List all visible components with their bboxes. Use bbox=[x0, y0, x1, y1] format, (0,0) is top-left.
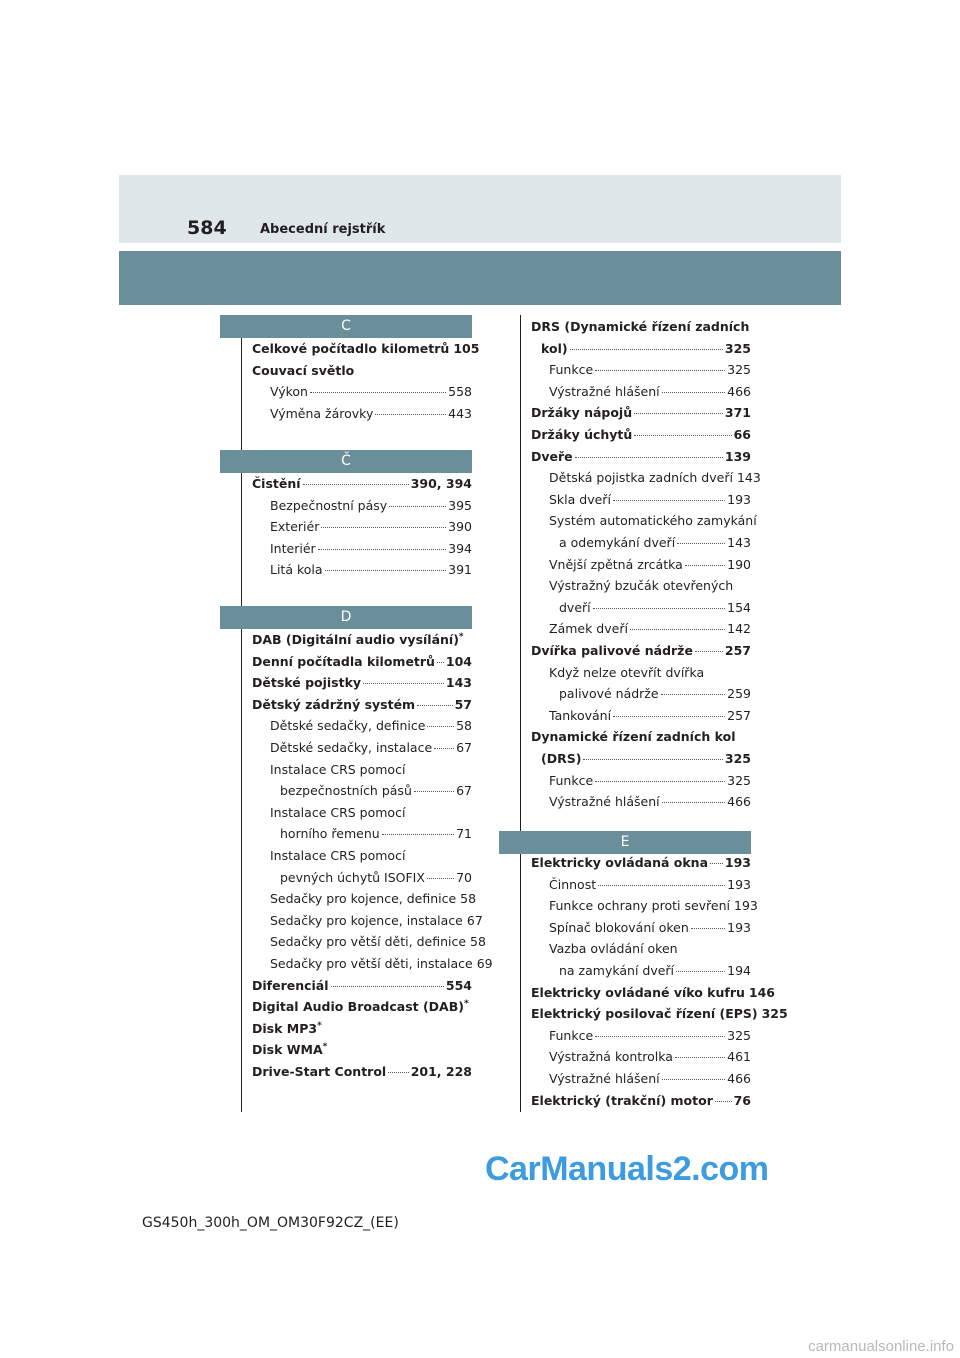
entry-label: Dětské sedačky, definice bbox=[270, 718, 426, 734]
entry-page-ref: 371 bbox=[724, 405, 751, 421]
entry-label: DAB (Digitální audio vysílání)* bbox=[252, 632, 464, 648]
index-entry bbox=[549, 362, 751, 377]
index-entry bbox=[252, 654, 472, 669]
leader-dots bbox=[634, 435, 731, 436]
entry-label: Výstražné hlášení bbox=[549, 383, 660, 399]
index-entry bbox=[549, 920, 751, 935]
index-entry bbox=[541, 751, 751, 766]
leader-dots bbox=[570, 349, 723, 350]
entry-page-ref: 325 bbox=[727, 362, 751, 378]
index-entry bbox=[270, 498, 472, 513]
leader-dots bbox=[437, 662, 444, 663]
entry-label: a odemykání dveří bbox=[559, 535, 676, 550]
index-entry bbox=[252, 978, 472, 993]
index-entry bbox=[549, 513, 757, 529]
leader-dots bbox=[427, 726, 454, 727]
entry-label: Sedačky pro kojence, instalace bbox=[270, 912, 463, 928]
index-entry bbox=[549, 1071, 751, 1086]
index-entry bbox=[549, 877, 751, 892]
watermark-brand: CarManuals2.com bbox=[485, 1150, 769, 1188]
section-letter-header: C bbox=[220, 315, 472, 338]
header-band bbox=[119, 251, 841, 305]
index-entry bbox=[549, 794, 751, 809]
index-entry bbox=[252, 632, 472, 647]
footnote-star: * bbox=[322, 1042, 328, 1053]
entry-label: Výkon bbox=[270, 384, 308, 400]
section-letter-header: D bbox=[220, 606, 472, 629]
leader-dots bbox=[630, 629, 725, 630]
entry-page-ref: 104 bbox=[445, 653, 472, 669]
entry-label: Interiér bbox=[270, 540, 316, 556]
index-entry bbox=[270, 384, 472, 399]
leader-dots bbox=[691, 928, 725, 929]
entry-page-ref: 325 bbox=[761, 1006, 788, 1022]
entry-label: Instalace CRS pomocí bbox=[270, 761, 406, 777]
entry-page-ref: 193 bbox=[727, 919, 751, 935]
entry-label: Litá kola bbox=[270, 562, 323, 578]
leader-dots bbox=[715, 1101, 732, 1102]
leader-dots bbox=[595, 781, 725, 782]
entry-label: Drive-Start Control bbox=[252, 1064, 387, 1079]
entry-page-ref: 325 bbox=[727, 772, 751, 788]
leader-dots bbox=[389, 506, 446, 507]
entry-label: Výměna žárovky bbox=[270, 405, 374, 421]
leader-dots bbox=[583, 759, 722, 760]
entry-label: Dveře bbox=[531, 448, 573, 464]
section-letter-header: Č bbox=[220, 450, 472, 473]
entry-label: Dvířka palivové nádrže bbox=[531, 643, 693, 658]
header-top-bar bbox=[119, 175, 841, 243]
leader-dots bbox=[417, 705, 453, 706]
index-entry bbox=[531, 855, 751, 870]
entry-page-ref: 443 bbox=[448, 405, 472, 421]
entry-page-ref: 193 bbox=[727, 491, 751, 507]
section-letter-header: E bbox=[499, 831, 751, 854]
index-entry bbox=[280, 826, 472, 841]
entry-label: Funkce bbox=[549, 772, 594, 788]
leader-dots bbox=[331, 986, 444, 987]
index-entry bbox=[549, 898, 758, 914]
entry-page-ref: 466 bbox=[727, 383, 751, 399]
index-entry bbox=[252, 1021, 472, 1036]
index-entry bbox=[549, 773, 751, 788]
entry-page-ref: 71 bbox=[456, 826, 472, 842]
index-entry bbox=[270, 805, 472, 820]
entry-page-ref: 67 bbox=[466, 912, 483, 928]
index-entry bbox=[270, 718, 472, 733]
entry-page-ref: 390, 394 bbox=[410, 476, 472, 491]
leader-dots bbox=[634, 413, 723, 414]
index-entry bbox=[270, 956, 493, 971]
index-entry bbox=[270, 519, 472, 534]
index-entry bbox=[549, 665, 751, 680]
watermark-site: carmanualsonline.info bbox=[808, 1338, 954, 1355]
entry-page-ref: 146 bbox=[748, 984, 775, 1000]
entry-label: Elektricky ovládaná okna bbox=[531, 855, 709, 870]
entry-label: Činnost bbox=[549, 876, 597, 892]
entry-page-ref: 58 bbox=[470, 934, 486, 950]
page-title: Abecední rejstřík bbox=[260, 222, 386, 237]
leader-dots bbox=[677, 543, 725, 544]
entry-page-ref: 139 bbox=[724, 448, 751, 464]
index-entry bbox=[531, 405, 751, 420]
leader-dots bbox=[363, 683, 444, 684]
entry-label: Držáky úchytů bbox=[531, 427, 633, 442]
index-entry bbox=[549, 470, 761, 486]
index-entry bbox=[252, 363, 472, 378]
index-entry bbox=[252, 999, 472, 1014]
leader-dots bbox=[593, 608, 726, 609]
entry-page-ref: 105 bbox=[453, 341, 480, 356]
leader-dots bbox=[382, 834, 454, 835]
entry-page-ref: 325 bbox=[727, 1027, 751, 1043]
entry-page-ref: 257 bbox=[727, 707, 751, 723]
leader-dots bbox=[613, 716, 725, 717]
leader-dots bbox=[575, 457, 723, 458]
entry-label: dveří bbox=[559, 599, 591, 615]
index-entry bbox=[531, 984, 775, 1000]
entry-page-ref: 142 bbox=[727, 621, 751, 637]
leader-dots bbox=[662, 1079, 726, 1080]
index-entry bbox=[559, 535, 751, 550]
index-entry bbox=[549, 384, 751, 399]
entry-label: Digital Audio Broadcast (DAB)* bbox=[252, 999, 469, 1015]
leader-dots bbox=[321, 527, 446, 528]
entry-label: (DRS) bbox=[541, 751, 582, 766]
entry-label: horního řemenu bbox=[280, 826, 380, 842]
index-entry bbox=[252, 697, 472, 712]
entry-page-ref: 325 bbox=[724, 340, 751, 356]
index-entry bbox=[252, 476, 472, 491]
index-entry bbox=[531, 427, 751, 442]
entry-label: Sedačky pro větší děti, instalace bbox=[270, 956, 473, 971]
leader-dots bbox=[414, 791, 454, 792]
entry-page-ref: 67 bbox=[456, 740, 472, 755]
index-entry bbox=[549, 621, 751, 636]
entry-label: Dynamické řízení zadních kol bbox=[531, 729, 736, 745]
entry-page-ref: 76 bbox=[733, 1092, 751, 1108]
leader-dots bbox=[710, 863, 723, 864]
leader-dots bbox=[310, 392, 446, 393]
index-entry bbox=[252, 341, 480, 356]
entry-label: Denní počítadla kilometrů bbox=[252, 653, 435, 669]
index-entry bbox=[559, 963, 751, 978]
entry-page-ref: 466 bbox=[727, 794, 751, 810]
leader-dots bbox=[695, 651, 723, 652]
footnote-star: * bbox=[463, 999, 469, 1010]
entry-label: Sedačky pro kojence, definice bbox=[270, 891, 457, 907]
leader-dots bbox=[375, 414, 446, 415]
entry-page-ref: 394 bbox=[448, 540, 472, 556]
index-entry bbox=[531, 643, 751, 658]
entry-label: Tankování bbox=[549, 707, 612, 723]
index-entry bbox=[531, 1006, 788, 1022]
leader-dots bbox=[325, 570, 447, 571]
entry-label: Když nelze otevřít dvířka bbox=[549, 664, 705, 680]
entry-label: pevných úchytů ISOFIX bbox=[280, 869, 425, 885]
entry-label: Vnější zpětná zrcátka bbox=[549, 556, 683, 572]
entry-label: Sedačky pro větší děti, definice bbox=[270, 934, 467, 950]
leader-dots bbox=[595, 370, 725, 371]
entry-page-ref: 57 bbox=[454, 696, 472, 712]
index-entry bbox=[531, 319, 751, 334]
entry-label: Skla dveří bbox=[549, 491, 611, 507]
leader-dots bbox=[598, 885, 725, 886]
index-entry bbox=[549, 578, 751, 593]
entry-page-ref: 67 bbox=[456, 783, 472, 799]
index-entry bbox=[270, 934, 486, 950]
leader-dots bbox=[434, 748, 454, 749]
entry-label: Disk WMA* bbox=[252, 1042, 328, 1058]
index-entry bbox=[531, 729, 751, 744]
index-entry bbox=[270, 762, 472, 777]
entry-page-ref: 66 bbox=[733, 427, 751, 442]
entry-page-ref: 143 bbox=[736, 470, 761, 486]
index-entry bbox=[270, 541, 472, 556]
index-entry bbox=[270, 562, 472, 577]
index-entry bbox=[270, 406, 472, 421]
entry-label: Čistění bbox=[252, 476, 301, 491]
leader-dots bbox=[318, 549, 446, 550]
entry-label: Výstražné hlášení bbox=[549, 1071, 660, 1086]
footer-code: GS450h_300h_OM_OM30F92CZ_(EE) bbox=[142, 1215, 399, 1231]
entry-label: Dětské sedačky, instalace bbox=[270, 740, 433, 755]
index-entry bbox=[270, 912, 483, 928]
index-entry bbox=[531, 449, 751, 464]
index-entry bbox=[252, 1042, 472, 1057]
entry-label: Výstražný bzučák otevřených bbox=[549, 578, 734, 594]
entry-label: DRS (Dynamické řízení zadních bbox=[531, 319, 750, 334]
entry-label: Elektricky ovládané víko kufru bbox=[531, 984, 745, 1000]
entry-page-ref: 193 bbox=[734, 898, 758, 914]
index-entry bbox=[252, 675, 472, 690]
entry-page-ref: 70 bbox=[456, 869, 472, 885]
entry-page-ref: 325 bbox=[724, 751, 751, 766]
index-entry bbox=[549, 708, 751, 723]
leader-dots bbox=[595, 1036, 725, 1037]
leader-dots bbox=[685, 565, 725, 566]
index-entry bbox=[252, 1064, 472, 1079]
entry-label: Couvací světlo bbox=[252, 362, 355, 378]
index-entry bbox=[549, 557, 751, 572]
leader-dots bbox=[675, 1057, 725, 1058]
entry-page-ref: 390 bbox=[448, 519, 472, 535]
entry-label: kol) bbox=[541, 340, 568, 356]
entry-page-ref: 558 bbox=[448, 384, 472, 400]
entry-label: Instalace CRS pomocí bbox=[270, 848, 406, 863]
entry-label: Dětská pojistka zadních dveří bbox=[549, 470, 733, 486]
entry-page-ref: 58 bbox=[456, 718, 472, 734]
index-column-right bbox=[520, 315, 788, 1112]
entry-label: Vazba ovládání oken bbox=[549, 941, 678, 957]
entry-page-ref: 259 bbox=[727, 686, 751, 702]
entry-label: palivové nádrže bbox=[559, 686, 659, 702]
index-column-left bbox=[241, 315, 493, 1112]
entry-label: Disk MP3* bbox=[252, 1020, 322, 1036]
leader-dots bbox=[661, 694, 726, 695]
entry-label: Instalace CRS pomocí bbox=[270, 804, 406, 820]
footnote-star: * bbox=[458, 632, 464, 642]
index-entry bbox=[549, 941, 751, 956]
leader-dots bbox=[388, 1072, 408, 1073]
entry-label: Držáky nápojů bbox=[531, 405, 633, 421]
entry-label: bezpečnostních pásů bbox=[280, 783, 412, 799]
entry-page-ref: 391 bbox=[448, 562, 472, 578]
entry-label: Dětský zádržný systém bbox=[252, 696, 416, 712]
entry-page-ref: 143 bbox=[445, 675, 472, 691]
entry-page-ref: 143 bbox=[727, 535, 751, 550]
entry-page-ref: 190 bbox=[727, 556, 751, 572]
index-entry bbox=[280, 870, 472, 885]
index-entry bbox=[549, 492, 751, 507]
footnote-star: * bbox=[317, 1020, 322, 1031]
entry-page-ref: 461 bbox=[727, 1049, 751, 1065]
entry-page-ref: 466 bbox=[727, 1071, 751, 1086]
entry-label: Zámek dveří bbox=[549, 621, 628, 637]
index-entry bbox=[270, 740, 472, 755]
entry-label: Elektrický (trakční) motor bbox=[531, 1092, 713, 1108]
entry-label: Elektrický posilovač řízení (EPS) bbox=[531, 1006, 758, 1022]
index-entry bbox=[549, 1028, 751, 1043]
index-entry bbox=[270, 848, 472, 863]
entry-page-ref: 193 bbox=[724, 855, 751, 870]
entry-page-ref: 154 bbox=[727, 599, 751, 615]
entry-label: Systém automatického zamykání bbox=[549, 513, 757, 529]
entry-label: Diferenciál bbox=[252, 977, 329, 993]
index-entry bbox=[541, 341, 751, 356]
index-entry bbox=[559, 686, 751, 701]
entry-label: Spínač blokování oken bbox=[549, 919, 689, 935]
index-entry bbox=[559, 600, 751, 615]
index-entry bbox=[549, 1049, 751, 1064]
entry-page-ref: 395 bbox=[448, 497, 472, 513]
leader-dots bbox=[303, 484, 409, 485]
page-number: 584 bbox=[187, 217, 227, 239]
entry-page-ref: 201, 228 bbox=[410, 1064, 472, 1079]
index-entry bbox=[280, 783, 472, 798]
entry-label: Funkce ochrany proti sevření bbox=[549, 898, 731, 914]
entry-label: Dětské pojistky bbox=[252, 675, 362, 691]
index-entry bbox=[270, 891, 477, 907]
entry-page-ref: 69 bbox=[476, 956, 493, 971]
entry-label: Funkce bbox=[549, 362, 594, 378]
entry-label: na zamykání dveří bbox=[559, 963, 675, 978]
leader-dots bbox=[662, 392, 726, 393]
entry-label: Celkové počítadlo kilometrů bbox=[252, 341, 450, 356]
entry-page-ref: 58 bbox=[460, 891, 477, 907]
index-entry bbox=[531, 1093, 751, 1108]
leader-dots bbox=[427, 878, 454, 879]
entry-page-ref: 193 bbox=[727, 876, 751, 892]
leader-dots bbox=[613, 500, 725, 501]
entry-label: Výstražné hlášení bbox=[549, 794, 660, 810]
leader-dots bbox=[676, 971, 725, 972]
entry-label: Výstražná kontrolka bbox=[549, 1049, 673, 1065]
entry-page-ref: 554 bbox=[445, 977, 472, 993]
leader-dots bbox=[662, 802, 726, 803]
entry-page-ref: 194 bbox=[727, 963, 751, 978]
entry-label: Bezpečnostní pásy bbox=[270, 497, 388, 513]
entry-label: Exteriér bbox=[270, 519, 320, 535]
entry-label: Funkce bbox=[549, 1027, 594, 1043]
entry-page-ref: 257 bbox=[724, 643, 751, 658]
